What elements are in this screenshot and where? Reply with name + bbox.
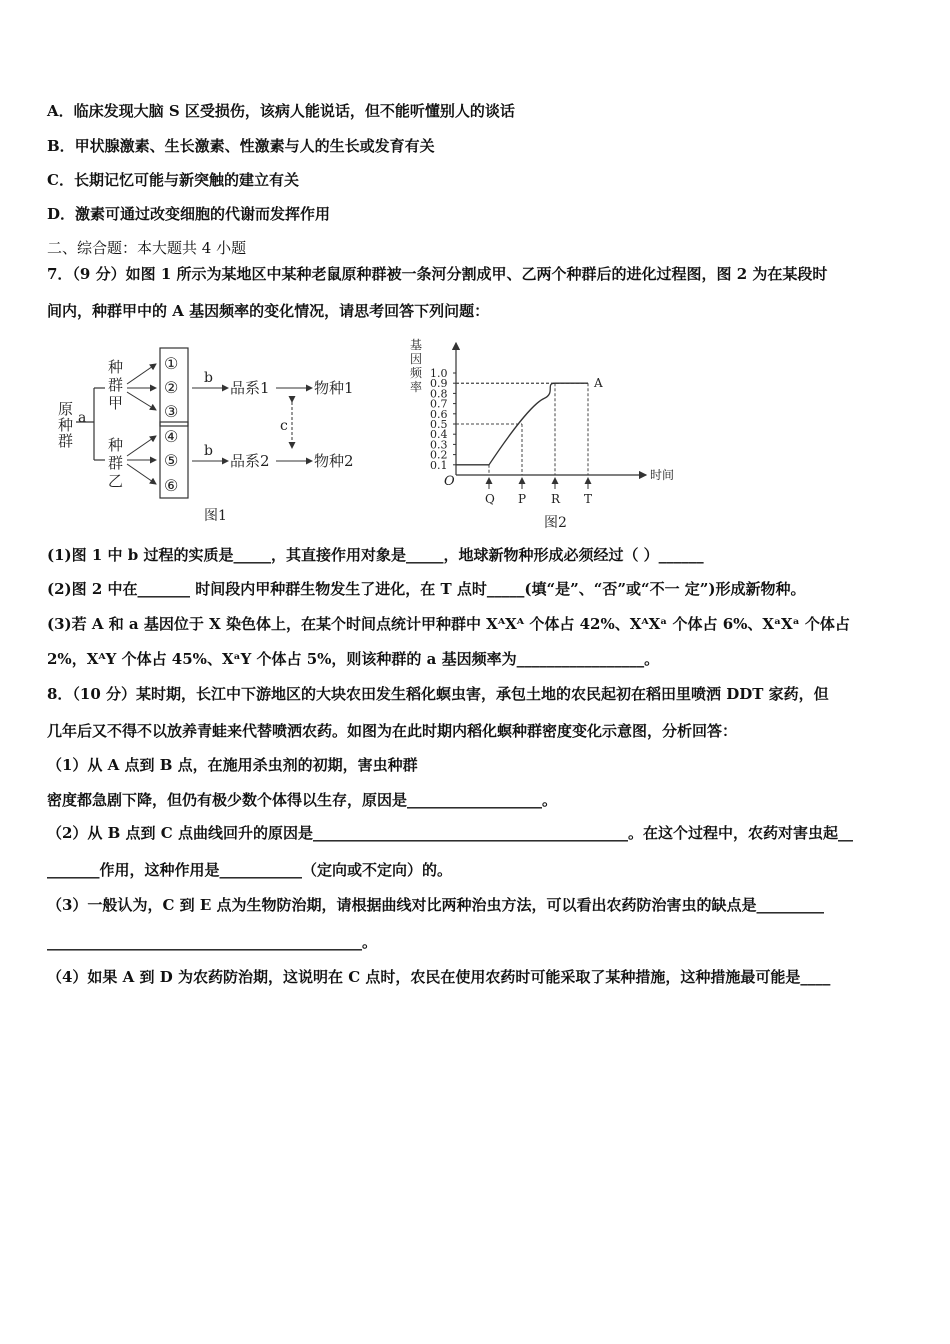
b-label-1: b xyxy=(204,370,213,386)
y-tick-label: 0.9 xyxy=(430,377,448,391)
q8-part-3a: （3）一般认为，C 到 E 点为生物防治期，请根据曲线对比两种治虫方法，可以看出农药防治害虫的缺点是_________ xyxy=(47,896,824,914)
group-yi-char-2: 群 xyxy=(108,454,124,472)
option-b: B．甲状腺激素、生长激素、性激素与人的生长或发育有关 xyxy=(47,137,435,155)
a-label: a xyxy=(78,410,87,426)
option-a: A．临床发现大脑 S 区受损伤，该病人能说话，但不能听懂别人的谈话 xyxy=(47,102,515,120)
q8-stem-line1: 8．（10 分）某时期，长江中下游地区的大块农田发生稻化螟虫害，承包土地的农民起初在稻田里喷洒 DDT 家药，但 xyxy=(47,685,829,703)
y-tick-label: 0.6 xyxy=(430,407,448,421)
x-tick-label: Q xyxy=(485,492,495,506)
y-tick-label: 0.1 xyxy=(430,458,448,472)
q8-part-2a: （2）从 B 点到 C 点曲线回升的原因是__________________________________________。在这个过程中，农药对害虫起__ xyxy=(47,824,853,842)
strain-1: 品系1 xyxy=(230,379,270,397)
y-label-char-1: 基 xyxy=(410,338,423,352)
y-label-char-2: 因 xyxy=(410,352,423,366)
section-title: 二、综合题：本大题共 4 小题 xyxy=(47,239,247,257)
y-label-char-3: 频 xyxy=(410,366,423,380)
q7-part-2: (2)图 2 中在_______ 时间段内甲种群生物发生了进化，在 T 点时_____(填“是”、“否”或“不一 定”)形成新物种。 xyxy=(47,580,806,598)
y-tick-label: 0.7 xyxy=(430,397,448,411)
x-axis-label: 时间 xyxy=(650,468,675,482)
y-tick-label: 0.8 xyxy=(430,387,448,401)
y-tick-label: 0.2 xyxy=(430,448,448,462)
option-c: C．长期记忆可能与新突触的建立有关 xyxy=(47,171,299,189)
source-char-1: 原 xyxy=(58,400,74,418)
q7-part-1: (1)图 1 中 b 过程的实质是_____，其直接作用对象是_____，地球新物种形成必须经过（ ）______ xyxy=(47,546,704,564)
q7-stem-line1: 7．（9 分）如图 1 所示为某地区中某种老鼠原种群被一条河分割成甲、乙两个种群后的进化过程图，图 2 为在某段时 xyxy=(47,265,828,283)
strain-2: 品系2 xyxy=(230,452,270,470)
x-tick-label: T xyxy=(584,492,593,506)
group-jia-char-2: 群 xyxy=(108,376,124,394)
y-tick-label: 1.0 xyxy=(430,367,448,380)
figure-2-chart xyxy=(400,335,690,535)
q7-stem-line2: 间内，种群甲中的 A 基因频率的变化情况，请思考回答下列问题： xyxy=(47,302,490,320)
circle-3: ③ xyxy=(164,402,179,421)
q8-part-1a: （1）从 A 点到 B 点，在施用杀虫剂的初期，害虫种群 xyxy=(47,756,418,774)
y-tick-label: 0.3 xyxy=(430,438,448,452)
c-label: c xyxy=(280,418,288,434)
y-label-char-4: 率 xyxy=(410,380,423,394)
circle-6: ⑥ xyxy=(164,476,179,495)
y-tick-label: 0.5 xyxy=(430,418,448,431)
q8-stem-line2: 几年后又不得不以放养青蛙来代替喷洒农药。如图为在此时期内稻化螟种群密度变化示意图，分析回答： xyxy=(47,722,738,740)
q8-part-2b: _______作用，这种作用是___________（定向或不定向）的。 xyxy=(47,861,453,879)
source-char-3: 群 xyxy=(58,432,74,450)
figure-2-caption: 图2 xyxy=(544,515,567,531)
group-yi-char-1: 种 xyxy=(108,436,124,454)
circle-4: ④ xyxy=(164,427,179,446)
q8-part-4: （4）如果 A 到 D 为农药防治期，这说明在 C 点时，农民在使用农药时可能采取了某种措施，这种措施最可能是____ xyxy=(47,968,831,986)
q8-part-3b: __________________________________________。 xyxy=(47,933,378,951)
species-2: 物种2 xyxy=(314,452,354,470)
origin-label: O xyxy=(444,474,455,489)
circle-2: ② xyxy=(164,378,179,397)
circle-5: ⑤ xyxy=(164,451,179,470)
group-jia-char-3: 甲 xyxy=(108,394,124,412)
figure-1-caption: 图1 xyxy=(204,508,227,524)
curve-label: A xyxy=(594,376,603,391)
source-char-2: 种 xyxy=(58,416,74,434)
circle-1: ① xyxy=(164,354,179,373)
x-tick-label: R xyxy=(551,492,561,506)
q8-part-1b: 密度都急剧下降，但仍有极少数个体得以生存，原因是__________________。 xyxy=(47,791,558,809)
option-d: D．激素可通过改变细胞的代谢而发挥作用 xyxy=(47,205,331,223)
q7-part-3: (3)若 A 和 a 基因位于 X 染色体上，在某个时间点统计甲种群中 XᴬXᴬ 个体占 42%、XᴬXᵃ 个体占 6%、XᵃXᵃ 个体占 xyxy=(47,615,850,633)
species-1: 物种1 xyxy=(314,379,354,397)
y-tick-label: 0.4 xyxy=(430,428,448,442)
group-jia-char-1: 种 xyxy=(108,358,124,376)
group-yi-char-3: 乙 xyxy=(108,472,124,490)
x-tick-label: P xyxy=(518,492,527,506)
q7-part-4: 2%，XᴬY 个体占 45%、XᵃY 个体占 5%，则该种群的 a 基因频率为_________________。 xyxy=(47,650,660,668)
b-label-2: b xyxy=(204,443,213,459)
figure-1-diagram xyxy=(50,340,370,530)
